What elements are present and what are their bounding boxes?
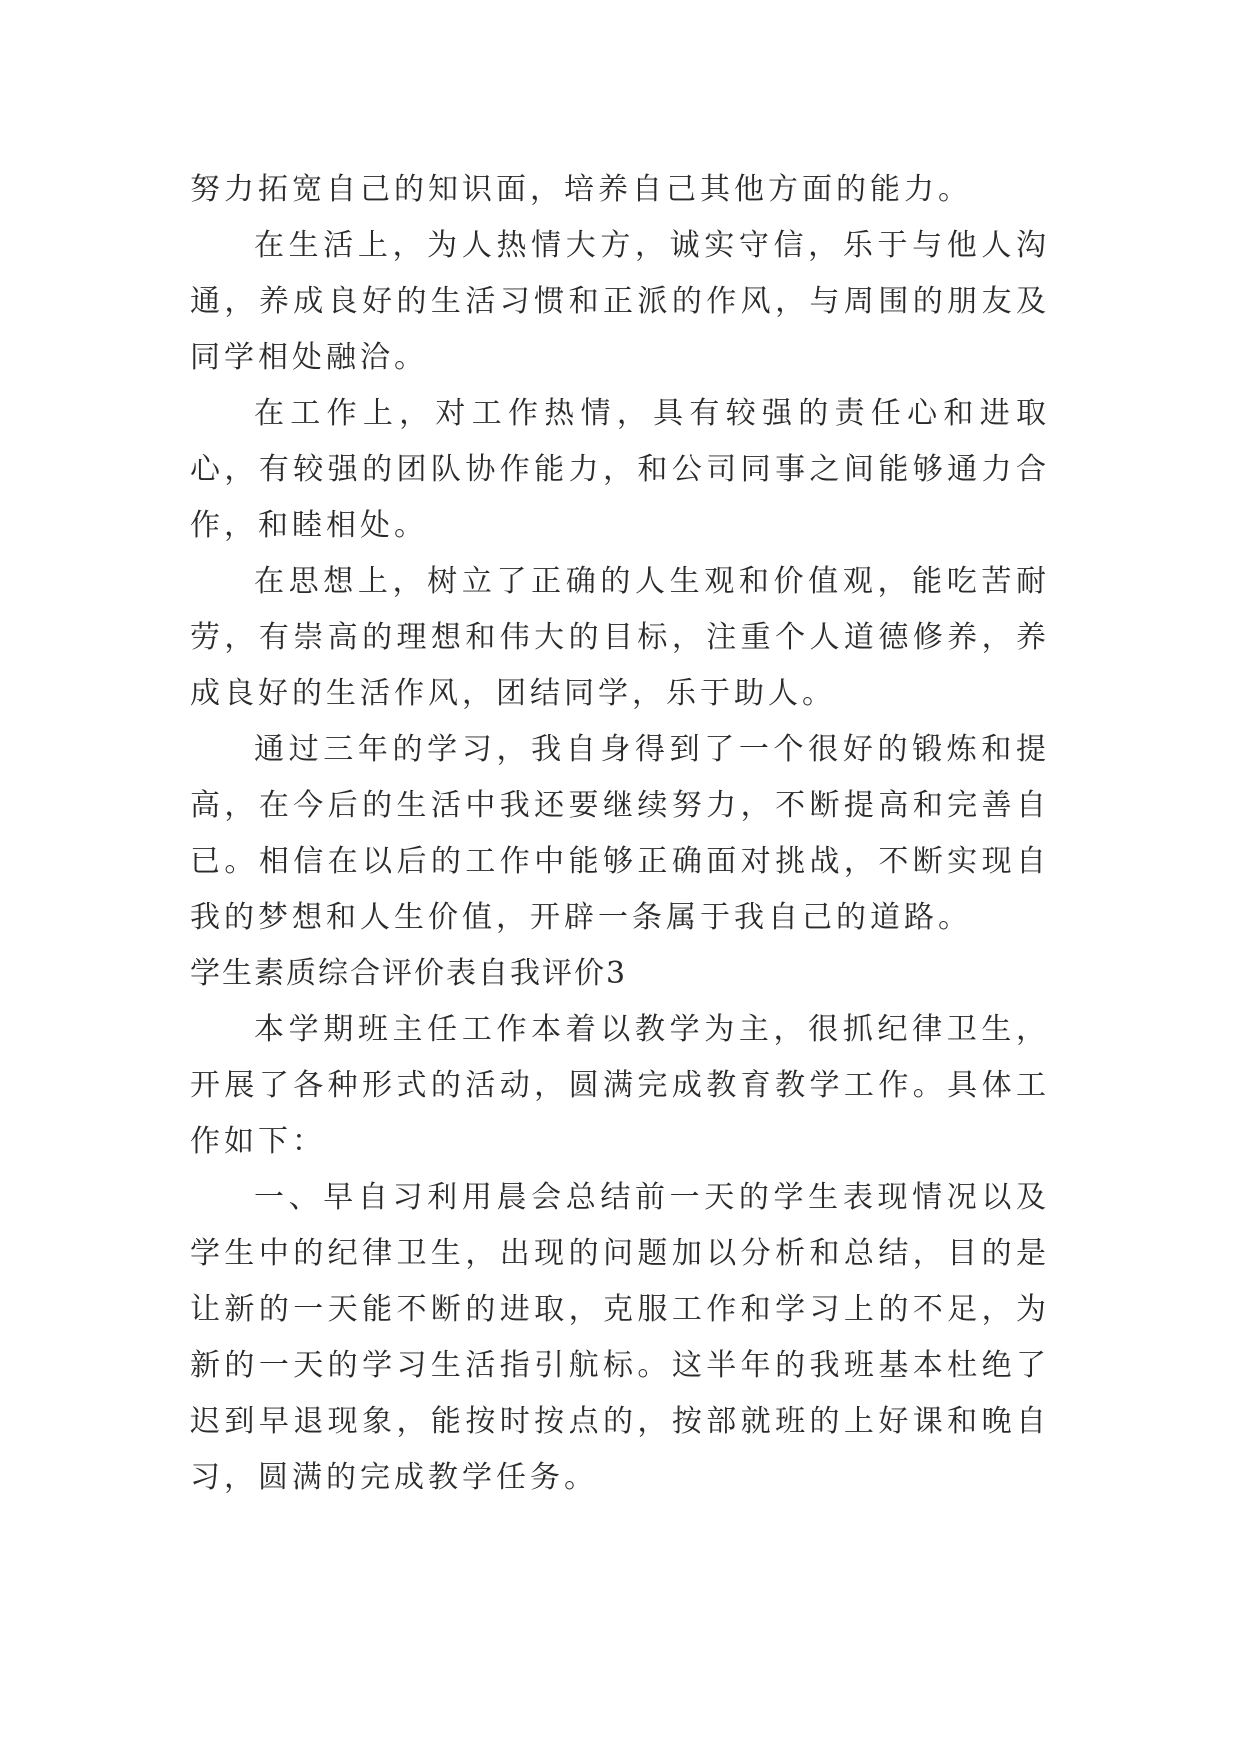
section-heading: 学生素质综合评价表自我评价3 bbox=[190, 956, 628, 991]
paragraph: 在工作上，对工作热情，具有较强的责任心和进取心，有较强的团队协作能力，和公司同事之间能够通力合作，和睦相处。 bbox=[190, 396, 1050, 543]
paragraph: 通过三年的学习，我自身得到了一个很好的锻炼和提高，在今后的生活中我还要继续努力，不断提高和完善自已。相信在以后的工作中能够正确面对挑战，不断实现自我的梦想和人生价值，开辟一条属于我自己的道路。 bbox=[190, 732, 1050, 935]
paragraph: 本学期班主任工作本着以教学为主，很抓纪律卫生，开展了各种形式的活动，圆满完成教育教学工作。具体工作如下： bbox=[190, 1012, 1050, 1159]
paragraph: 在思想上，树立了正确的人生观和价值观，能吃苦耐劳，有崇高的理想和伟大的目标，注重个人道德修养，养成良好的生活作风，团结同学，乐于助人。 bbox=[190, 564, 1050, 711]
paragraph: 一、早自习利用晨会总结前一天的学生表现情况以及学生中的纪律卫生，出现的问题加以分析和总结，目的是让新的一天能不断的进取，克服工作和学习上的不足，为新的一天的学习生活指引航标。这半年的我班基本杜绝了迟到早退现象，能按时按点的，按部就班的上好课和晚自习，圆满的完成教学任务。 bbox=[190, 1180, 1050, 1495]
paragraph: 在生活上，为人热情大方，诚实守信，乐于与他人沟通，养成良好的生活习惯和正派的作风，与周围的朋友及同学相处融洽。 bbox=[190, 228, 1050, 375]
paragraph: 努力拓宽自己的知识面，培养自己其他方面的能力。 bbox=[190, 172, 972, 207]
document-body bbox=[190, 162, 1050, 1506]
